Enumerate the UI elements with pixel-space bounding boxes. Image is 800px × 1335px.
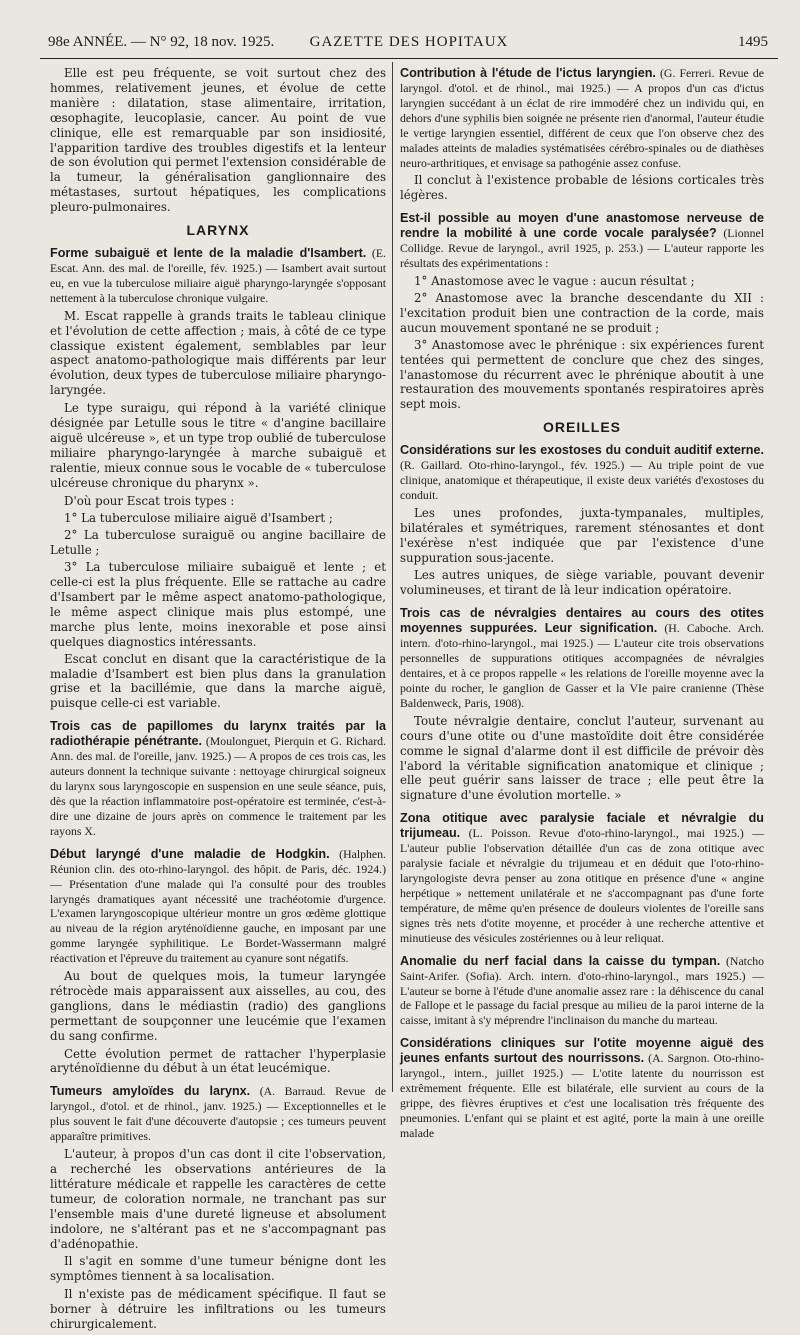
article-citation: (R. Gaillard. Oto-rhino-laryngol., fév. 1925.) — Au triple point de vue clinique, anatomique et thérapeutique, il existe deux variétés d'exostoses du conduit. — [400, 458, 764, 502]
article-title: Contribution à l'étude de l'ictus laryngien. — [400, 66, 656, 80]
article-paragraph: Cette évolution permet de rattacher l'hyperplasie aryténoïdienne du début à un état leucémique. — [50, 1046, 386, 1076]
list-item: 3° La tuberculose miliaire subaiguë et lente ; et celle-ci est la plus fréquente. Elle se rattache au cadre d'Isambert par le même aspect anatomo-pathologique, le même aspect clinique mais plus estompé, une marche plus lente, moins inexorable et pose ainsi quelques diagnostics intéressants. — [50, 560, 386, 649]
article-anastomose — [400, 211, 764, 412]
article-title: Forme subaiguë et lente de la maladie d'Isambert. — [50, 245, 367, 260]
list-item: 2° Anastomose avec la branche descendante du XII : l'excitation produit bien une contraction de la corde, mais aucun mouvement spontané ne se produit ; — [400, 290, 764, 335]
article-nevralgies — [400, 606, 764, 803]
article-paragraph: L'auteur, à propos d'un cas dont il cite l'observation, a recherché les observations antérieures de la littérature médicale et rappelle les caractères de cette tumeur, de coloration normale, ne tranchant pas sur l'ensemble mais d'une dureté ligneuse et absolument indolore, ne s'altérant pas et ne s'accompagnant pas d'adénopathie. — [50, 1147, 386, 1251]
article-paragraph: D'où pour Escat trois types : — [64, 493, 235, 508]
article-zona — [400, 811, 764, 945]
article-title: Tumeurs amyloïdes du larynx. — [50, 1084, 251, 1099]
article-paragraph: Il conclut à l'existence probable de lésions corticales très légères. — [400, 173, 764, 203]
article-title: Zona otitique avec paralysie faciale et névralgie du trijumeau. — [400, 811, 764, 841]
list-item: 2° La tuberculose suraiguë ou angine bacillaire de Letulle ; — [50, 528, 386, 558]
page-header — [40, 28, 778, 59]
article-title: Considérations sur les exostoses du conduit auditif externe. — [400, 443, 764, 458]
article-title: Est-il possible au moyen d'une anastomose nerveuse de rendre la mobilité à une corde vocale paralysée? — [400, 211, 764, 241]
article-paragraph: M. Escat rappelle à grands traits le tableau clinique et l'évolution de cette affection ; mais, à côté de ce type classique existent également, semblables par leur aspect anatomo-pathologique mais différents par leur évolution, deux types de tuberculose miliaire pharyngo-laryngée. — [50, 308, 386, 398]
article-citation: (H. Caboche. Arch. intern. d'oto-rhino-laryngol., mai 1925.) — L'auteur cite trois observations personnelles de suppurations otitiques accompagnées de névralgies dentaires, et à ce propos rappelle « les relations de l'oreille moyenne avec la pointe du rocher, le ganglion de Gasser et la VIe paire cranienne (Thèse Baldenweck, Paris, 1908). — [400, 621, 764, 710]
section-heading-oreilles: OREILLES — [542, 419, 621, 436]
article-isambert — [50, 246, 386, 711]
article-title: Début laryngé d'une maladie de Hodgkin. — [50, 846, 330, 861]
article-paragraph: Il s'agit en somme d'une tumeur bénigne dont les symptômes tiennent à sa localisation. — [50, 1254, 386, 1284]
article-citation: (A. Barraud. Revue de laryngol., d'otol. et de rhinol., janv. 1925.) — Exceptionnelles et le plus souvent le fait d'une découverte d'autopsie ; ces tumeurs peuvent apparaître primitives. — [50, 1084, 386, 1144]
article-paragraph: Il n'existe pas de médicament spécifique. Il faut se borner à détruire les infiltrations ou les tumeurs chirurgicalement. — [50, 1287, 386, 1332]
article-hodgkin — [50, 847, 386, 1077]
article-exostoses — [400, 443, 764, 598]
right-column — [400, 66, 764, 1144]
column-divider — [392, 62, 393, 1092]
article-paragraph: Au bout de quelques mois, la tumeur laryngée rétrocède mais apparaissent aux aisselles, au cou, des ganglions, dans le médiastin (radio) des ganglions permettant de soupçonner une leucémie que l'examen du sang confirme. — [50, 969, 386, 1043]
issue-info: 98e ANNÉE. — N° 92, 18 nov. 1925. — [48, 34, 275, 50]
article-paragraph: Les autres uniques, de siège variable, pouvant devenir volumineuses, et tirant de là leur indication opératoire. — [400, 568, 764, 598]
article-citation: (Lionnel Collidge. Revue de laryngol., avril 1925, p. 253.) — L'auteur rapporte les résultats des expérimentations : — [400, 226, 764, 271]
article-citation: (Natcho Saint-Arifer. (Sofia). Arch. intern. d'oto-rhino-laryngol., mars 1925.) — L'auteur se borne à l'étude d'une anomalie assez rare : la déhiscence du canal de Fallope et le passage du facial presque au milieu de la paroi interne de la caisse, imitant à s'y méprendre l'inclinaison du manche du marteau. — [400, 953, 764, 1028]
article-title: Trois cas de papillomes du larynx traités par la radiothérapie pénétrante. — [50, 719, 386, 749]
article-title: Anomalie du nerf facial dans la caisse du tympan. — [400, 953, 721, 968]
section-heading-larynx: LARYNX — [186, 222, 250, 239]
article-citation: (A. Sargnon. Oto-rhino-laryngol., intern., juillet 1925.) — L'otite latente du nourrisson est extrêmement fréquente. Elle est bilatérale, elle survient au cours de la grippe, des fièvres éruptives et c'est une localisation très fréquente des pneumonies. L'enfant qui se plaint et est agité, porte la main à une oreille malade — [400, 1051, 764, 1140]
journal-title: GAZETTE DES HOPITAUX — [309, 34, 509, 50]
article-paragraph: Les unes profondes, juxta-tympanales, multiples, bilatérales et symétriques, rarement sténosantes et dont l'exérèse n'est indiquée que par l'existence d'une suppuration sous-jacente. — [400, 505, 764, 565]
page-number: 1495 — [738, 34, 768, 50]
article-ictus — [400, 66, 764, 203]
article-title: Trois cas de névralgies dentaires au cours des otites moyennes suppurées. Leur signification. — [400, 606, 764, 636]
article-citation: (Moulonguet, Pierquin et G. Richard. Ann. des mal. de l'oreille, janv. 1925.) — A propos de ces trois cas, les auteurs donnent la technique suivante : nettoyage chirurgical soigneux du larynx sous laryngoscopie en suspension en une seule séance, puis, dès que la réaction inflammatoire post-opératoire est terminée, c'est-à-dire une dizaine de jours après on commence le traitement par les rayons X. — [50, 734, 386, 838]
article-citation: (G. Ferreri. Revue de laryngol. d'otol. et de rhinol., mai 1925.) — A propos d'un cas d'ictus laryngien succédant à un éclat de rire immodéré chez un individu qui, en dehors d'une syphilis bien soignée ne présente rien d'anormal, l'auteur étudie le vertige laryngien essentiel, différent de ceux que l'on observe chez des malades atteints de maladies systématisées cérébro-spinales ou de diathèses neuro-arthritiques, et envisage sa pathogénie assez confuse. — [400, 66, 764, 170]
intro-paragraph: Elle est peu fréquente, se voit surtout chez des hommes, relativement jeunes, et évolue de cette manière : dilatation, stase alimentaire, irritation, œsophagite, leucoplasie, cancer. Au point de vue clinique, elle est remarquable par son insidiosité, l'apparition tardive des troubles digestifs et la lenteur de son évolution qui permet l'extension considérable de la tumeur, la généralisation ganglionnaire des métastases, surtout hépatiques, les complications pleuro-pulmonaires. — [50, 66, 386, 215]
article-papillomes — [50, 719, 386, 838]
article-title: Considérations cliniques sur l'otite moyenne aiguë des jeunes enfants surtout des nourrissons. — [400, 1036, 764, 1066]
left-column — [50, 66, 386, 1335]
article-nerf-facial — [400, 954, 764, 1029]
article-paragraph: Toute névralgie dentaire, conclut l'auteur, survenant au cours d'une otite ou d'une mastoïdite doit être considérée comme le signal d'alarme dont il est difficile de prévoir dès l'abord la véritable signification anatomique et clinique ; elle peut guérir sans laisser de trace ; elle peut être la signature d'une évolution mortelle. » — [400, 713, 764, 803]
list-item: 3° Anastomose avec le phrénique : six expériences furent tentées qui permettent de conclure que chez des singes, l'anastomose du récurrent avec le phrénique aboutit à une restauration des mouvements spontanés respiratoires après sept mois. — [400, 337, 764, 412]
list-item: 1° Anastomose avec le vague : aucun résultat ; — [414, 274, 695, 289]
article-paragraph: Le type suraigu, qui répond à la variété clinique désignée par Letulle sous le titre « d'angine bacillaire aiguë ulcéreuse », et un type trop oublié de tuberculose miliaire pharyngo-laryngée à marche subaiguë et ralentie, mieux connue sous le vocable de « tuberculose ulcéreuse chronique du pharynx ». — [50, 401, 386, 490]
article-amyloides — [50, 1084, 386, 1332]
article-paragraph: Escat conclut en disant que la caractéristique de la maladie d'Isambert est bien plus dans la granulation grise et la bacillémie, que dans la marche aiguë, puisque celle-ci est variable. — [50, 651, 386, 711]
article-citation: (L. Poisson. Revue d'oto-rhino-laryngol., mai 1925.) — L'auteur publie l'observation détaillée d'un cas de zona otitique avec paralysie faciale et névralgie du trijumeau et en déduit que l'oto-rhino-laryngologiste devra penser au zona otitique en présence d'une « angine herpétique » nettement unilatérale et ne s'accompagnant pas d'une forte température, de même qu'en présence de douleurs violentes de l'oreille sans signes très nets d'otite moyenne, et procéder à une recherche attentive et minutieuse des vésicules zostériennes ou à leur reliquat. — [400, 826, 764, 945]
list-item: 1° La tuberculose miliaire aiguë d'Isambert ; — [64, 511, 333, 526]
article-otite — [400, 1036, 764, 1141]
article-citation: (Halphen. Réunion clin. des oto-rhino-laryngol. des hôpit. de Paris, déc. 1924.) — Présentation d'une malade qui l'a consulté pour des troubles laryngés dramatiques ayant nécessité une trachéotomie d'urgence. L'examen laryngoscopique ultérieur montre un gros œdème glottique au niveau de la région aryténoïdienne gauche, en imposant par une gomme laryngée syphilitique. Le Bordet-Wassermann malgré réactivation et l'épreuve du traitement au cyanure sont négatifs. — [50, 846, 386, 966]
article-citation: (E. Escat. Ann. des mal. de l'oreille, fév. 1925.) — Isambert avait surtout eu, en vue la tuberculose miliaire aiguë pharyngo-laryngée s'opposant nettement à la tuberculose chronique vulgaire. — [50, 245, 386, 305]
